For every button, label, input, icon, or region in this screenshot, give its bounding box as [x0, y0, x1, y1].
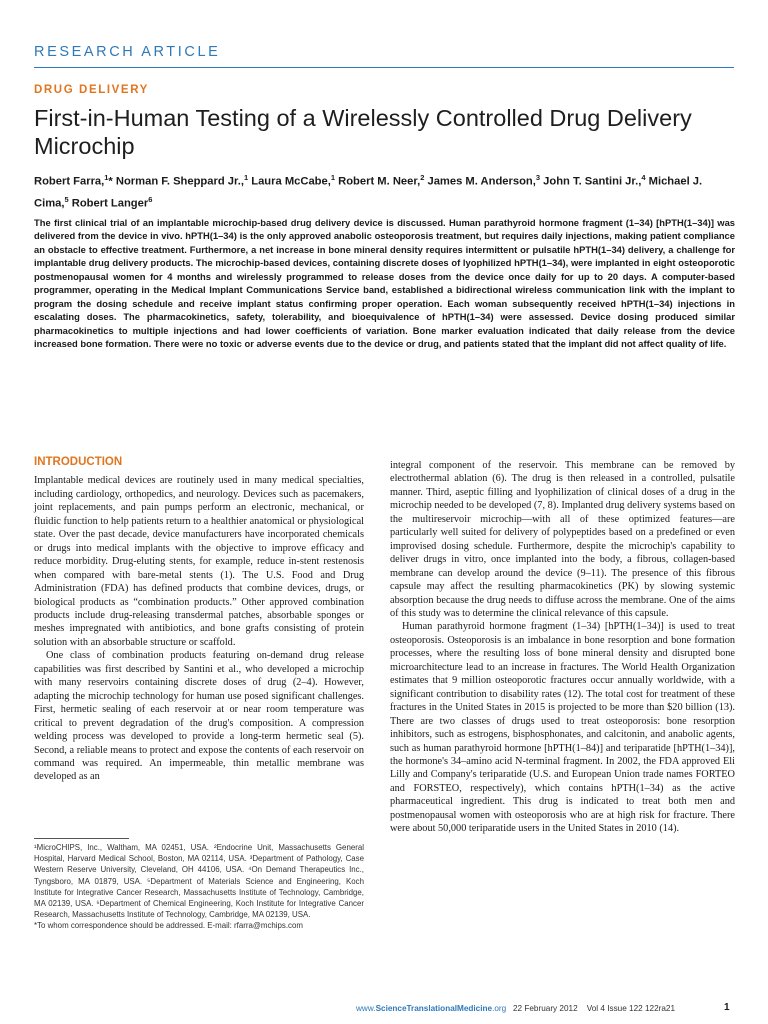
author-list [34, 169, 734, 212]
footnote-rule [34, 838, 129, 839]
header-rule [34, 67, 734, 68]
section-label: RESEARCH ARTICLE [34, 44, 221, 60]
author-name: James M. Anderson, [427, 175, 536, 188]
affiliation-marker: 4 [641, 173, 646, 182]
abstract: The first clinical trial of an implantable microchip-based drug delivery device is discussed. Human parathyroid hormone fragment (1–34) [hPTH(1–34)] was delivered from the device in vivo. hPTH(1–34) is the only approved anabolic osteoporosis treatment, but requires daily injections, making patient compliance an obstacle to effective treatment. Furthermore, a net increase in bone mineral density requires intermittent or pulsatile hPTH(1–34) delivery, a challenge for implantable drug delivery products. The microchip-based devices, containing discrete doses of lyophilized hPTH(1–34), were implanted in eight osteoporotic postmenopausal women for 4 months and wirelessly programmed to release doses from the device once daily for up to 20 days. A computer-based programmer, operating in the Medical Implant Communications Service band, established a bidirectional wireless communication link with the implant to program the dosing schedule and receive implant status confirming proper operation. Each woman subsequently received hPTH(1–34) injections in escalating doses. The pharmacokinetics, safety, tolerability, and bioequivalence of hPTH(1–34) were assessed. Device dosing produced similar pharmacokinetics to multiple injections and had lower coefficients of variation. Bone marker evaluation indicated that daily release from the device increased bone formation. There were no toxic or adverse events due to the device or drug, and patients stated that the implant did not affect quality of life. [34, 217, 735, 350]
author-separator: * [108, 175, 116, 188]
affiliations-footnote [34, 842, 364, 932]
author-name: Robert M. Neer, [338, 175, 421, 188]
author-name: Michael J. Cima, [34, 175, 703, 210]
affiliation-marker: 6 [148, 194, 153, 204]
paragraph: integral component of the reservoir. This membrane can be removed by electrothermal ablation (6). The drug is then released in a controlled, pulsatile manner. Third, aseptic filling and lyophilization of clinical doses of a drug in the microchip needed to be developed (7, 8). Implanted drug delivery systems based on the multireservoir microchip—with all of these optimized features—are particularly well suited for delivery of polypeptides based on a predefined or even improvised dosing schedule. Furthermore, despite the microchip's capability to deliver drugs in vitro, once implanted into the body, a fibrous, collagen-based membrane can develop around the device (9–11). The presence of this fibrous capsule may affect the resulting pharmacokinetics (PK) by slowing systemic absorption because the drug needs to diffuse across the membrane. One of the aims of this study was to determine the clinical relevance of this capsule. [390, 460, 735, 619]
introduction-heading: INTRODUCTION [34, 456, 123, 468]
affiliation-marker: 1 [243, 173, 249, 182]
left-column [34, 456, 364, 784]
issue-info: 22 February 2012 Vol 4 Issue 122 122ra21 [513, 1004, 676, 1013]
affiliation-marker: 1 [104, 173, 109, 182]
paragraph: One class of combination products featuring on-demand drug release capabilities was first described by Santini et al., who developed a microchip with many reservoirs containing discrete doses of drug (2–4). However, adapting the microchip technology for human use posed significant challenges. First, hermetic sealing of each reservoir at or near room temperature was critical to prevent degradation of the drug's composition. A compression welding process was developed to provide a long-term hermetic seal (5). Second, a reliable means to protect and expose the contents of each reservoir on command was required. An impermeable, thin metallic membrane was developed as an [34, 650, 364, 783]
affiliation-marker: 5 [64, 194, 69, 204]
author-name: Robert Langer [71, 197, 149, 210]
topic-label: DRUG DELIVERY [34, 84, 149, 96]
journal-link[interactable]: www.ScienceTranslationalMedicine.org [356, 1004, 507, 1013]
author-name: Robert Farra, [34, 175, 105, 188]
author-name: Laura McCabe, [251, 175, 331, 188]
article-title: First-in-Human Testing of a Wirelessly Controlled Drug Delivery Microchip [34, 105, 692, 159]
affiliations: ¹MicroCHIPS, Inc., Waltham, MA 02451, USA. ²Endocrine Unit, Massachusetts General Hospital, Harvard Medical School, Boston, MA 02114, USA. ³Department of Pathology, Case Western Reserve University, Cleveland, OH 44106, USA. ⁴On Demand Therapeutics Inc., Tyngsboro, MA 01879, USA. ⁵Department of Materials Science and Engineering, Koch Institute for Integrative Cancer Research, Massachusetts Institute of Technology, Cambridge, MA 02139, USA. ⁶Department of Chemical Engineering, Koch Institute for Integrative Cancer Research, Massachusetts Institute of Technology, Cambridge, MA 02139, USA. [34, 843, 364, 920]
paragraph: Human parathyroid hormone fragment (1–34) [hPTH(1–34)] is used to treat osteoporosis. Osteoporosis is an imbalance in bone resorption and bone formation processes, where the resulting loss of bone mineral density and disrupted bone microarchitecture lead to an increase in fractures. The World Health Organization estimates that 9 million osteoporotic fractures occur annually worldwide, with a significant contribution to disability rates (12). The total cost for treatment of these fractures in the United States in 2015 is projected to be more than $20 billion (13). There are two classes of drugs used to treat osteoporosis: bone resorption inhibitors, such as estrogens, bisphosphonates, and calcitonin, and anabolic agents, such as human parathyroid hormone [hPTH(1–84)] and teriparatide [hPTH(1–34)], the hormone's 34–amino acid N-terminal fragment. In 2002, the FDA approved Eli Lilly and Company's teriparatide (U.S. and European Union trade names FORTEO and FORSTEO, respectively), which contains hPTH(1–34) as the active pharmaceutical ingredient. This drug is indicated to treat both men and postmenopausal women with osteoporosis who are at high risk for fracture. There were about 50,000 teriparatide users in the United States in 2010 (14). [390, 621, 735, 835]
affiliation-marker: 3 [535, 173, 541, 182]
page-footer [356, 1004, 675, 1013]
affiliation-marker: 2 [420, 173, 425, 182]
page-number: 1 [724, 1002, 730, 1013]
paragraph: Implantable medical devices are routinely used in many medical specialties, including cardiology, orthopedics, and neurology. Devices such as pacemakers, joint replacements, and pain pumps perform an electronic, mechanical, or fluidic function to help patients return to a healthier anatomical or physiological state. Over the past decade, device manufacturers have incorporated chemicals or drugs into medical implants with the objective to improve efficacy and reduce morbidity. Drug-eluting stents, for example, reduce in-stent restenosis when compared with bare-metal stents (1). The U.S. Food and Drug Administration (FDA) has defined products that combine devices, drugs, or biological products as “combination products.” Other approved combination products include drug-releasing transdermal patches, absorbable sponges or meshes impregnated with antibiotics, and bone grafts consisting of protein solution with an absorbable structure or scaffold. [34, 475, 364, 648]
right-column [390, 459, 735, 836]
affiliation-marker: 1 [330, 173, 336, 182]
author-name: John T. Santini Jr., [543, 175, 642, 188]
correspondence-note: *To whom correspondence should be addressed. E-mail: rfarra@mchips.com [34, 921, 303, 931]
author-name: Norman F. Sheppard Jr., [115, 175, 244, 188]
